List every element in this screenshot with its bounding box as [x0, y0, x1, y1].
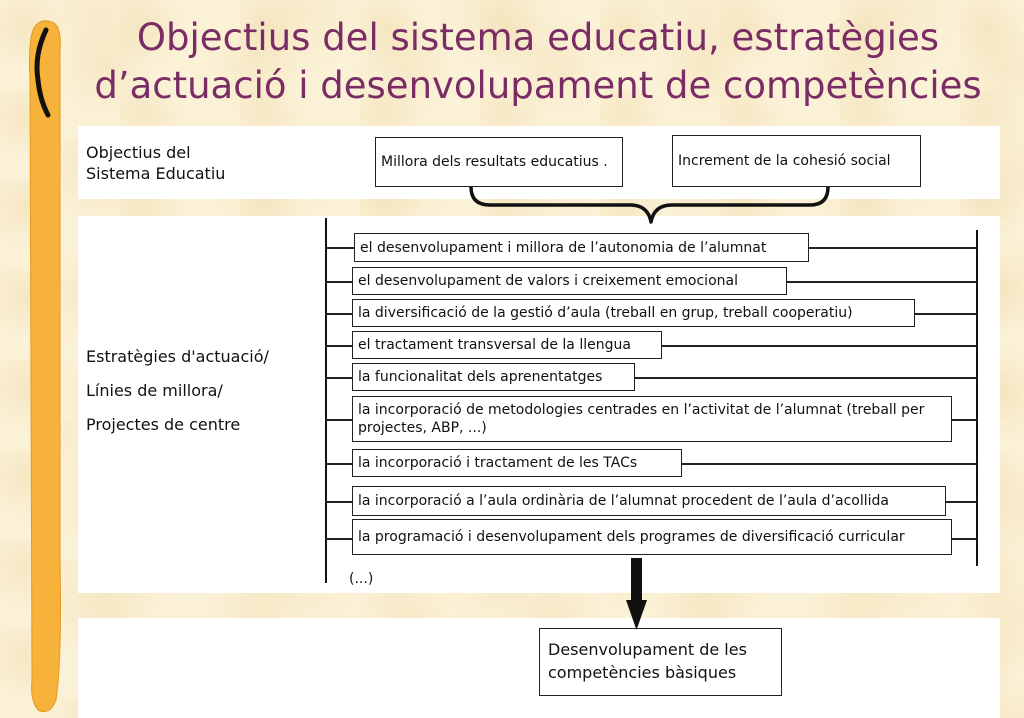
objectives-panel [78, 126, 1000, 199]
strategy-box-7: la incorporació i tractament de les TACs [352, 449, 682, 477]
competencies-line-1: Desenvolupament de les [548, 640, 747, 659]
strategies-label-line-3: Projectes de centre [86, 415, 241, 434]
left-rail [325, 218, 327, 583]
strategies-panel [78, 216, 1000, 593]
strategy-box-6: la incorporació de metodologies centrades en l’activitat de l’alumnat (treball per projectes, ABP, ...) [352, 396, 952, 442]
strategy-box-1: el desenvolupament i millora de l’autonomia de l’alumnat [354, 233, 809, 262]
strategy-box-4: el tractament transversal de la llengua [352, 331, 662, 359]
objective-box-results: Millora dels resultats educatius . [375, 137, 623, 187]
objectives-label-line-2: Sistema Educatiu [86, 164, 226, 183]
strategy-box-8: la incorporació a l’aula ordinària de l’alumnat procedent de l’aula d’acollida [352, 486, 946, 516]
scroll-decoration [0, 0, 80, 718]
competencies-line-2: competències bàsiques [548, 663, 737, 682]
outcome-panel [78, 618, 1000, 718]
strategies-ellipsis: (...) [349, 571, 374, 587]
strategy-box-9: la programació i desenvolupament dels programes de diversificació curricular [352, 519, 952, 555]
strategies-label [86, 340, 269, 442]
objectives-label [86, 142, 225, 184]
page-title [78, 14, 998, 110]
strategy-box-3: la diversificació de la gestió d’aula (treball en grup, treball cooperatiu) [352, 299, 915, 327]
strategies-label-line-2: Línies de millora/ [86, 381, 223, 400]
strategies-label-line-1: Estratègies d'actuació/ [86, 347, 269, 366]
scroll-bar [30, 21, 61, 712]
title-line-1: Objectius del sistema educatiu, estratègies [136, 16, 940, 59]
objective-box-cohesion: Increment de la cohesió social [672, 135, 921, 187]
competencies-box [539, 628, 782, 696]
objectives-label-line-1: Objectius del [86, 143, 191, 162]
strategy-box-2: el desenvolupament de valors i creixement emocional [352, 267, 787, 295]
title-line-2: d’actuació i desenvolupament de competències [94, 64, 982, 107]
strategy-box-5: la funcionalitat dels aprenentatges [352, 363, 635, 391]
